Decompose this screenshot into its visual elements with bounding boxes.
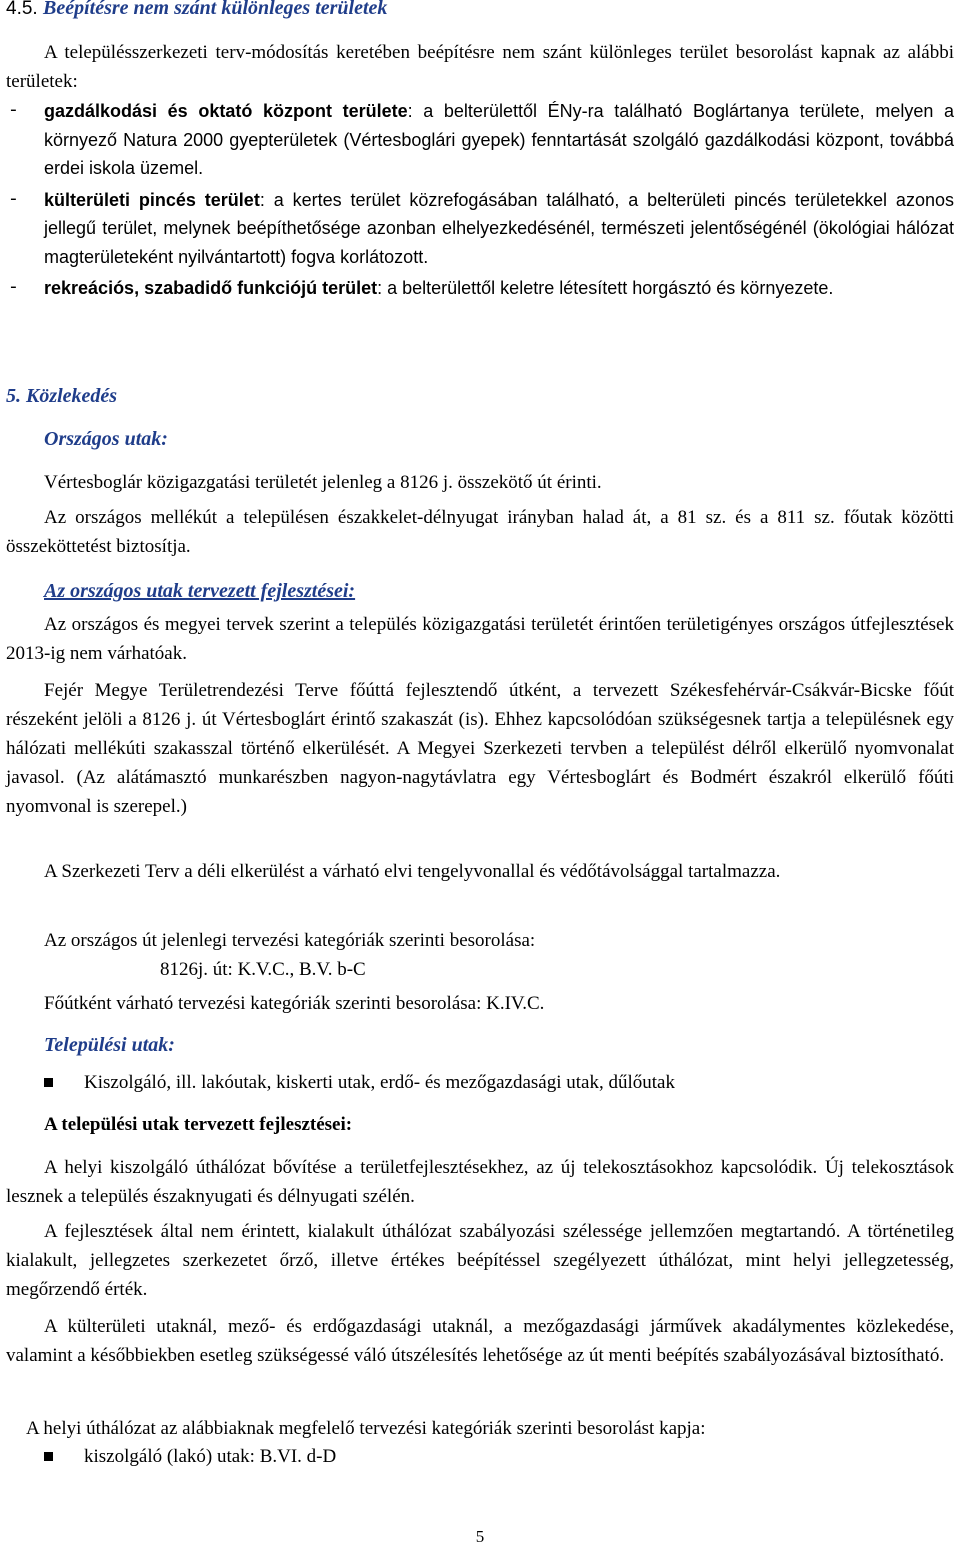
paragraph: Fejér Megye Területrendezési Terve főúttá fejlesztendő útként, a tervezett Székesfehérvár-Csákvár-Bicske főút részeként jelöli a 8126 j. út Vértesboglárt érintő szakaszát (is). Ehhez kapcsolódóan szükségesnek tartja a településnek egy hálózati mellékúti szakasszal történő elkerülését. A Megyei Szerkezeti tervben a települést délről elkerülő nyomvonalat javasol. (Az alátámasztó munkarészben nagyon-nagytávlatra egy Vértesboglárt és Bodmért északról elkerülő főúti nyomvonal is szerepel.) [6,680,954,817]
item-text: : a kertes terület közrefogásában található, a belterületi pincés területekkel azonos jellegű terület, melynek beépíthetősége azonban elhelyezkedésénél, természeti jelentőségénél (ökológiai hálózat magterületeként nyilvántartott) fogva korlátozott. [44,189,954,267]
dash-marker: - [8,101,19,121]
dash-marker: - [8,278,19,298]
bullet-item [6,1442,954,1471]
square-bullet-icon [44,1452,53,1461]
bullet-text: kiszolgáló (lakó) utak: B.VI. d-D [84,1446,337,1467]
list-item [6,274,954,303]
subheading-fejlesztesei: Az országos utak tervezett fejlesztései: [44,580,356,602]
paragraph: A helyi kiszolgáló úthálózat bővítése a területfejlesztésekhez, az új telekosztásokhoz kapcsolódik. Új telekosztások lesznek a település északnyugati és délnyugati szélén. [6,1157,954,1207]
section-title: Beépítésre nem szánt különleges területek [42,0,388,19]
dash-marker: - [8,189,19,210]
paragraph: A Szerkezeti Terv a déli elkerülést a várható elvi tengelyvonallal és védőtávolsággal tartalmazza. [44,861,781,882]
subheading-telepulesi-fejlesztesei: A települési utak tervezett fejlesztései: [44,1114,353,1135]
paragraph: A külterületi utaknál, mező- és erdőgazdasági utaknál, a mezőgazdasági járművek akadálymentes közlekedése, valamint a későbbiekben esetleg szükségessé váló útszélesítés lehetősége az út menti beépítés szabályozásával biztosítható. [6,1316,954,1366]
section-heading-5: 5. Közlekedés [6,385,118,407]
paragraph-classification: 8126j. út: K.V.C., B.V. b-C [160,959,366,980]
subheading-orszagos-utak: Országos utak: [44,428,168,450]
bullet-item [6,1068,954,1097]
special-areas-list [6,97,954,303]
item-bold: rekreációs, szabadidő funkciójú terület [44,278,378,298]
section-intro: A településszerkezeti terv-módosítás keretében beépítésre nem szánt különleges terület besorolást kapnak az alábbi területek: [6,42,954,92]
paragraph: A fejlesztések által nem érintett, kialakult úthálózat szabályozási szélessége jellemzően megtartandó. A történetileg kialakult, jellegzetes szerkezetet őrző, illetve értékes beépítéssel szegélyezett úthálózat, mint helyi jellegzetesség, megőrzendő érték. [6,1221,954,1300]
item-text: : a belterülettől ÉNy-ra található Boglártanya területe, melyen a környező Natura 2000 gyepterületek (Vértesboglári gyepek) fenntartását szolgáló gazdálkodási központ, továbbá erdei iskola üzemel. [44,101,954,178]
paragraph: Az országos mellékút a településen északkelet-délnyugat irányban halad át, a 81 sz. és a 811 sz. főutak közötti összeköttetést biztosítja. [6,507,954,557]
bullet-text: Kiszolgáló, ill. lakóutak, kiskerti utak, erdő- és mezőgazdasági utak, dűlőutak [84,1072,675,1093]
paragraph: Az országos út jelenlegi tervezési kategóriák szerinti besorolása: [44,930,536,951]
subheading-telepulesi-utak: Települési utak: [44,1034,175,1056]
list-item [6,97,954,183]
paragraph: Főútként várható tervezési kategóriák szerinti besorolása: K.IV.C. [44,993,545,1014]
paragraph: Vértesboglár közigazgatási területét jelenleg a 8126 j. összekötő út érinti. [44,472,602,493]
item-bold: külterületi pincés terület [44,189,260,210]
paragraph: A helyi úthálózat az alábbiaknak megfelelő tervezési kategóriák szerinti besorolást kapja: [26,1418,706,1439]
list-item [6,186,954,272]
item-bold: gazdálkodási és oktató központ területe [44,101,408,121]
section-number: 4.5. [6,0,38,19]
section-heading-4-5 [6,0,954,23]
square-bullet-icon [44,1078,53,1087]
page-number: 5 [475,1527,485,1546]
item-text: : a belterülettől keletre létesített horgásztó és környezete. [377,278,834,298]
paragraph: Az országos és megyei tervek szerint a település közigazgatási területét érintően területigényes országos útfejlesztések 2013-ig nem várhatóak. [6,614,954,664]
